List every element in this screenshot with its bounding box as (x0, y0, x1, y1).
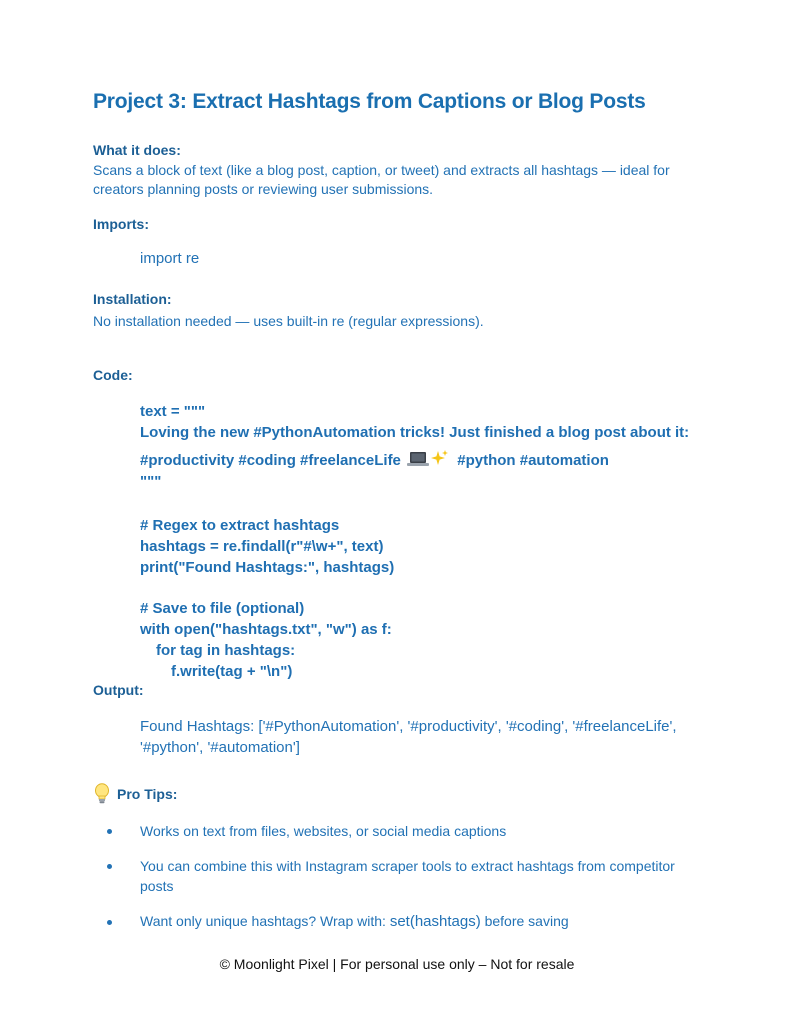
pro-tip-text-end: before saving (480, 913, 569, 929)
output-label: Output: (93, 682, 144, 698)
pro-tip-item (140, 911, 569, 932)
code-line-hashtags-part2: #python #automation (457, 452, 609, 469)
what-it-does-line-1: Scans a block of text (like a blog post, caption, or tweet) and extracts all hashtags — ideal for (93, 162, 670, 178)
code-line: Loving the new #PythonAutomation tricks! Just finished a blog post about it: (140, 424, 690, 441)
footer-copyright: © Moonlight Pixel | For personal use only – Not for resale (219, 956, 575, 972)
installation-label: Installation: (93, 291, 172, 307)
pro-tip-text: Want only unique hashtags? Wrap with: (140, 913, 390, 929)
code-line: # Regex to extract hashtags (140, 517, 340, 534)
pro-tips-label: Pro Tips: (117, 786, 178, 802)
bullet-icon (107, 864, 112, 869)
code-line-hashtags (140, 449, 609, 471)
page-title: Project 3: Extract Hashtags from Captions or Blog Posts (93, 90, 646, 113)
code-line: # Save to file (optional) (140, 600, 305, 617)
pro-tip-item: Works on text from files, websites, or social media captions (140, 823, 507, 839)
code-line: print("Found Hashtags:", hashtags) (140, 559, 395, 576)
code-line-hashtags-part1: #productivity #coding #freelanceLife (140, 452, 401, 469)
what-it-does-label: What it does: (93, 142, 181, 158)
installation-text: No installation needed — uses built-in re (regular expressions). (93, 313, 484, 329)
output-line-2: '#python', '#automation'] (140, 739, 300, 756)
pro-tip-item-cont: posts (140, 878, 174, 894)
code-line: text = """ (140, 403, 206, 420)
bullet-icon (107, 829, 112, 834)
sparkles-icon (431, 449, 449, 467)
code-line: for tag in hashtags: (156, 642, 296, 659)
lightbulb-icon (94, 783, 110, 805)
bullet-icon (107, 920, 112, 925)
imports-label: Imports: (93, 216, 149, 232)
code-label: Code: (93, 367, 133, 383)
imports-code: import re (140, 250, 200, 267)
code-line: """ (140, 473, 162, 490)
code-line: hashtags = re.findall(r"#\w+", text) (140, 538, 384, 555)
laptop-icon (407, 451, 429, 467)
code-line: f.write(tag + "\n") (171, 663, 293, 680)
output-line-1: Found Hashtags: ['#PythonAutomation', '#productivity', '#coding', '#freelanceLife', (140, 718, 677, 735)
code-line: with open("hashtags.txt", "w") as f: (140, 621, 392, 638)
pro-tip-code: set(hashtags) (389, 913, 481, 930)
what-it-does-line-2: creators planning posts or reviewing user submissions. (93, 181, 434, 197)
pro-tip-item: You can combine this with Instagram scraper tools to extract hashtags from competitor (140, 858, 675, 874)
